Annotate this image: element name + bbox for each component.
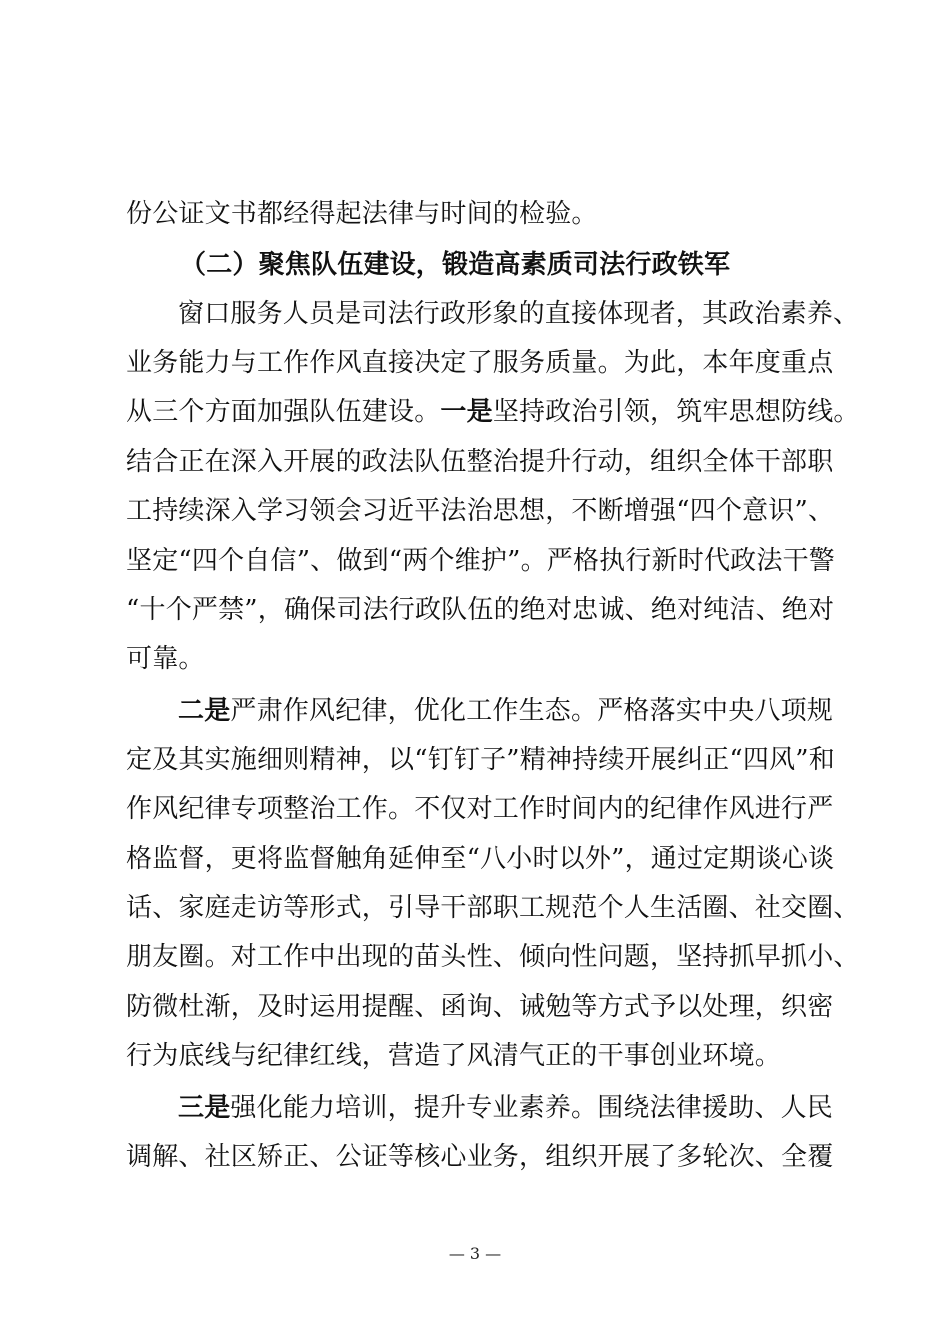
paragraph-line: 工持续深入学习领会习近平法治思想，不断增强“四个意识”、 — [126, 496, 835, 526]
paragraph-text: 严肃作风纪律，优化工作生态。严格落实中央八项规 — [230, 696, 834, 726]
paragraph-text: 坚持政治引领，筑牢思想防线。 — [492, 397, 860, 427]
paragraph-line: 定及其实施细则精神，以“钉钉子”精神持续开展纠正“四风”和 — [126, 745, 835, 775]
paragraph-line — [178, 695, 833, 727]
point-label: 二是 — [178, 696, 231, 726]
paragraph-line — [178, 1092, 833, 1124]
paragraph-line — [126, 396, 860, 428]
page-number: — 3 — — [448, 1244, 502, 1263]
paragraph-line: 作风纪律专项整治工作。不仅对工作时间内的纪律作风进行严 — [126, 794, 834, 824]
paragraph-line: 行为底线与纪律红线，营造了风清气正的干事创业环境。 — [126, 1041, 782, 1071]
paragraph-line: “十个严禁”，确保司法行政队伍的绝对忠诚、绝对纯洁、绝对 — [126, 595, 835, 625]
paragraph-text: 从三个方面加强队伍建设。 — [126, 397, 441, 427]
point-label: 一是 — [440, 397, 493, 427]
paragraph-line: 防微杜渐，及时运用提醒、函询、诫勉等方式予以处理，织密 — [126, 992, 834, 1022]
paragraph-line: 结合正在深入开展的政法队伍整治提升行动，组织全体干部职 — [126, 447, 834, 477]
paragraph-line: 坚定“四个自信”、做到“两个维护”。严格执行新时代政法干警 — [126, 546, 835, 576]
paragraph-line: 业务能力与工作作风直接决定了服务质量。为此，本年度重点 — [126, 348, 834, 378]
section-heading: （二）聚焦队伍建设，锻造高素质司法行政铁军 — [180, 250, 731, 280]
point-label: 三是 — [178, 1093, 231, 1123]
paragraph-line: 话、家庭走访等形式，引导干部职工规范个人生活圈、社交圈、 — [126, 893, 860, 923]
paragraph-line: 格监督，更将监督触角延伸至“八小时以外”，通过定期谈心谈 — [126, 844, 835, 874]
paragraph-line: 可靠。 — [126, 644, 205, 674]
paragraph-line: 朋友圈。对工作中出现的苗头性、倾向性问题，坚持抓早抓小、 — [126, 942, 860, 972]
paragraph-line: 份公证文书都经得起法律与时间的检验。 — [126, 199, 598, 229]
paragraph-line: 窗口服务人员是司法行政形象的直接体现者，其政治素养、 — [178, 299, 860, 329]
paragraph-text: 强化能力培训，提升专业素养。围绕法律援助、人民 — [230, 1093, 834, 1123]
paragraph-line: 调解、社区矫正、公证等核心业务，组织开展了多轮次、全覆 — [126, 1142, 834, 1172]
